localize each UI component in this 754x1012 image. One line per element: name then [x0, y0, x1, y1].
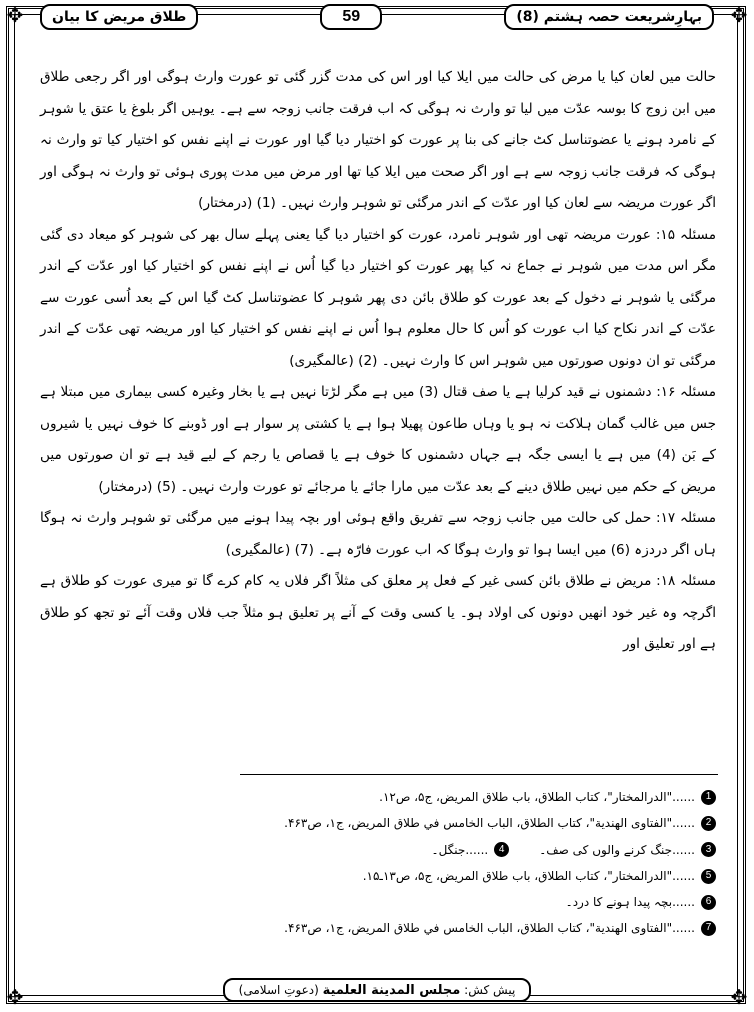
footnote-number: 7: [701, 921, 716, 936]
footnote-item: [40, 915, 716, 941]
footnote-number: 2: [701, 816, 716, 831]
footnote-item: [40, 784, 716, 810]
page-footer: [40, 978, 714, 1002]
footnote-number: 3: [701, 842, 716, 857]
footnote-text: ......"الدرالمختار"، كتاب الطلاق، باب طلاق المريض، ج۵، ص۱۲.: [379, 790, 695, 804]
footnote-number: 4: [494, 842, 509, 857]
corner-ornament-bottom-left: ✥: [6, 985, 24, 1009]
footnote-item: [432, 837, 510, 863]
footnote-separator: [240, 774, 718, 775]
footnote-item: [40, 889, 716, 915]
footnote-item: [539, 837, 716, 863]
book-title: بہارِشریعت حصہ ہشتم (8): [504, 4, 714, 30]
footer-prefix: پیش کش:: [464, 983, 516, 997]
paragraph-masala-18: مسئلہ ۱۸: مریض نے طلاق بائن کسی غیر کے فعل پر معلق کی مثلاً اگر فلاں یہ کام کرے گا تو میری عورت کو طلاق ہے اگرچہ وہ غیر خود انھیں دونوں کی اولاد ہو۔ یا کسی وقت کے آنے پر تعلیق ہو مثلاً جب فلاں وقت آئے تو تجھ کو طلاق ہے اور تعلیق اور: [40, 573, 717, 652]
main-text: [40, 62, 716, 661]
footnote-number: 6: [701, 895, 716, 910]
footnote-text: ......"الفتاوى الهندية"، كتاب الطلاق، الباب الخامس في طلاق المريض، ج۱، ص۴۶۳.: [284, 921, 695, 936]
paragraph-masala-16: مسئلہ ۱۶: دشمنوں نے قید کرلیا ہے یا صف قتال (3) میں ہے مگر لڑتا نہیں ہے یا بخار وغیرہ کسی بیماری میں مبتلا ہے جس میں غالب گمان ہلاکت نہ ہو یا وہاں طاعون پھیلا ہوا ہے یا کشتی پر سوار ہے اور ڈوبنے کا خوف نہیں یا شیروں کے بَن (4) میں ہے یا ایسی جگہ ہے جہاں دشمنوں کا خوف ہے یا قصاص یا رجم کے لیے قید ہے تو ان صورتوں میں مریض کے حکم میں نہیں طلاق دینے کے بعد عدّت میں مارا جائے یا مرجائے تو عورت وارث نہیں۔ (5) (درمختار): [40, 384, 717, 495]
footer-suffix: (دعوتِ اسلامی): [238, 983, 319, 997]
page-number: 59: [320, 4, 382, 30]
publisher-credit: [223, 978, 532, 1002]
footnote-text: ......جنگ کرنے والوں کی صف۔: [539, 842, 695, 857]
publisher-name: مجلس المدينة العلمية: [322, 983, 461, 998]
footnote-item: [40, 863, 716, 889]
paragraph-masala-17: مسئلہ ۱۷: حمل کی حالت میں جانب زوجہ سے تفریق واقع ہوئی اور بچہ پیدا ہونے میں مرگئی تو شوہر وارث نہ ہوگا ہاں اگر دردزہ (6) میں ایسا ہوا تو وارث ہوگا کہ اب عورت فارّہ ہے۔ (7) (عالمگیری): [40, 510, 716, 558]
footnote-number: 1: [701, 790, 716, 805]
footnote-item: [40, 810, 716, 836]
page-header: [40, 4, 714, 30]
footnotes: [40, 784, 716, 942]
paragraph-1: حالت میں لعان کیا یا مرض کی حالت میں ایلا کیا اور اس کی مدت گزر گئی تو عورت وارث ہوگی اور اگر رجعی طلاق میں ابن زوج کا بوسہ عدّت میں لیا تو وارث نہ ہوگی کہ اب فرقت جانب زوجہ سے ہے۔ یوہیں اگر بلوغ یا عتق یا شوہر کے نامرد ہونے یا عضوتناسل کٹ جانے کی بنا پر عورت کو اختیار دیا گیا اور عورت نے اپنے نفس کو اختیار کیا تو وارث نہ ہوگی کہ فرقت جانب زوجہ سے ہے اور اگر صحت میں ایلا کیا تھا اور مرض میں مدت پوری ہوئی تو وارث نہ ہوگی اور اگر عورت مریضہ سے لعان کیا اور عدّت کے اندر مرگئی تو شوہر وارث نہیں۔ (1) (درمختار): [40, 69, 716, 211]
chapter-title: طلاق مریض کا بیان: [40, 4, 198, 30]
footnote-text: ......بچہ پیدا ہونے کا درد۔: [565, 895, 695, 910]
footnote-text: ......"الدرالمختار"، كتاب الطلاق، باب طلاق المريض، ج۵، ص۱۳ـ۱۵.: [362, 868, 695, 883]
footnote-pair: [40, 837, 716, 863]
corner-ornament-top-right: ✥: [730, 3, 748, 27]
corner-ornament-top-left: ✥: [6, 3, 24, 27]
corner-ornament-bottom-right: ✥: [730, 985, 748, 1009]
footnote-text: ......"الفتاوى الهندية"، كتاب الطلاق، الباب الخامس في طلاق المريض، ج۱، ص۴۶۳.: [284, 816, 695, 831]
footnote-text: ......جنگل۔: [431, 842, 489, 857]
footnote-number: 5: [701, 869, 716, 884]
paragraph-masala-15: مسئلہ ۱۵: عورت مریضہ تھی اور شوہر نامرد، عورت کو اختیار دیا گیا یعنی پہلے سال بھر کی شوہر کو میعاد دی گئی مگر اس مدت میں شوہر نے جماع نہ کیا پھر عورت کو اختیار دیا گیا اُس نے اپنے نفس کو اختیار کیا اور عدّت کے اندر مرگئی یا شوہر نے دخول کے بعد عورت کو طلاق بائن دی پھر شوہر کا عضوتناسل کٹ گیا اس کے بعد اُسی عورت سے عدّت کے اندر نکاح کیا اب عورت کو اُس کا حال معلوم ہوا اُس نے اپنے نفس کو اختیار کیا اور مریضہ تھی عدّت کے اندر مرگئی تو ان دونوں صورتوں میں شوہر اس کا وارث نہیں۔ (2) (عالمگیری): [40, 226, 717, 369]
